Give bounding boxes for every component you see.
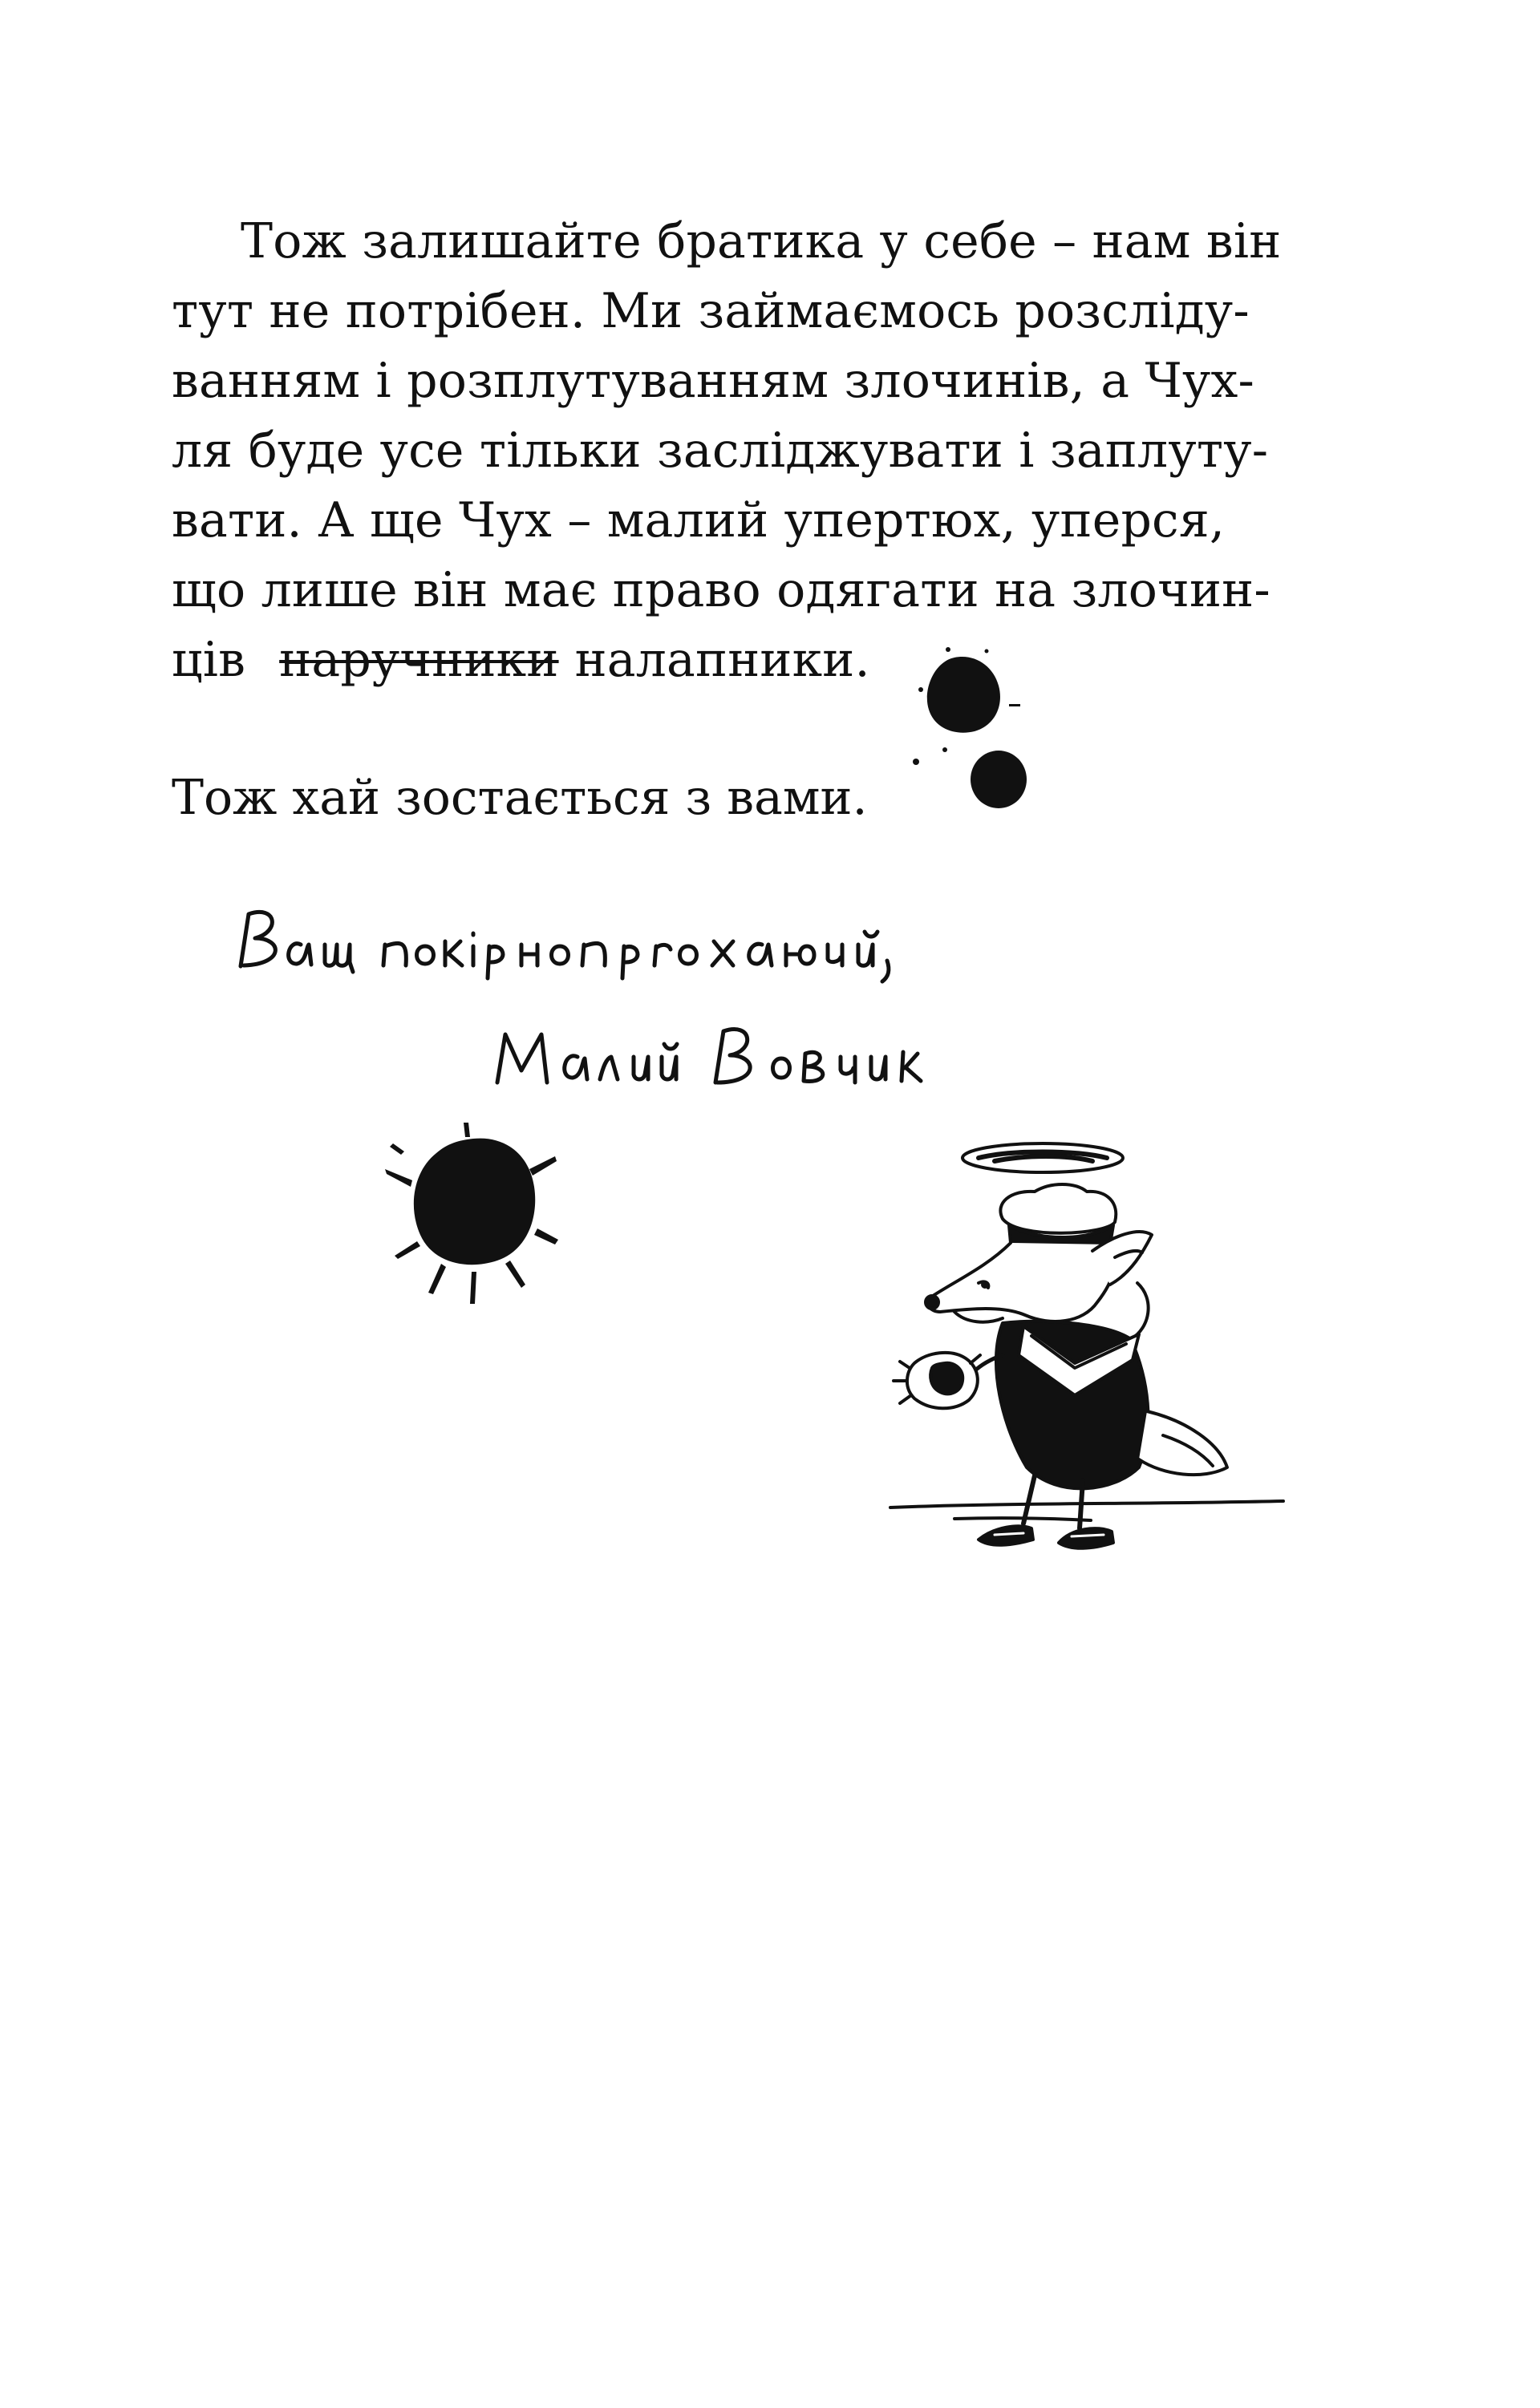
text-line-5 xyxy=(172,486,1303,556)
line-3-text: ванням і розплутуванням злочинів, а Чух- xyxy=(172,353,1255,409)
ink-blot-small xyxy=(898,641,1035,826)
line-5-text: вати. А ще Чух – малий упертюх, уперся, xyxy=(172,492,1226,548)
wolf-character-illustration xyxy=(882,1123,1299,1620)
text-line-7 xyxy=(172,625,1303,695)
line-4-text: ля буде усе тільки засліджувати і заплуту- xyxy=(172,423,1269,479)
line-7-before: ців xyxy=(172,632,246,688)
line-7-after: налапники. xyxy=(574,632,870,688)
closing-sentence: Тож хай зостається з вами. xyxy=(172,770,868,826)
struck-word: наручники xyxy=(279,632,559,688)
text-line-3 xyxy=(172,346,1303,416)
line-2-text: тут не потрібен. Ми займаємось розсліду- xyxy=(172,283,1250,339)
text-line-2 xyxy=(172,277,1303,346)
text-line-6 xyxy=(172,556,1303,625)
ink-blot-large xyxy=(369,1107,578,1315)
text-line-4 xyxy=(172,416,1303,486)
line-1-text: Тож залишайте братика у себе – нам він xyxy=(241,213,1282,269)
letter-paragraph xyxy=(172,207,1303,695)
text-line-1 xyxy=(172,207,1303,277)
line-6-text: що лише він має право одягати на злочин- xyxy=(172,562,1270,618)
handwritten-signature xyxy=(233,882,1115,1123)
